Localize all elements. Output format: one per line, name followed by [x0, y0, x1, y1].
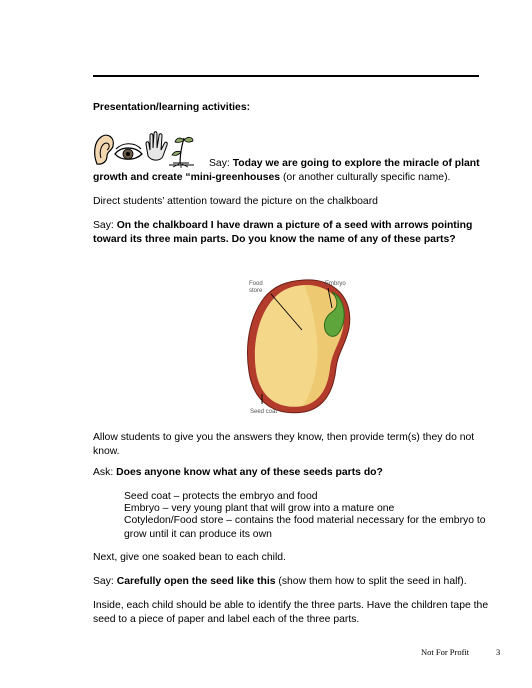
ask-label: Ask:: [93, 467, 117, 478]
chalkboard-paragraph: [93, 219, 493, 247]
definition-item: Embryo – very young plant that will grow into a mature one: [124, 503, 395, 514]
carefully-bold-text: Carefully open the seed like this: [116, 576, 276, 587]
footer-label: Not For Profit: [421, 647, 470, 657]
carefully-paragraph: [93, 575, 493, 589]
food-store-label: store: [249, 288, 263, 294]
intro-normal-text: (or another culturally specific name).: [280, 172, 451, 183]
carefully-normal-text: (show them how to split the seed in half).: [275, 576, 467, 587]
hand-icon: [146, 132, 167, 160]
section-heading: Presentation/learning activities:: [93, 102, 251, 113]
definition-item: Seed coat – protects the embryo and food: [124, 491, 318, 502]
seed-diagram: [246, 276, 356, 416]
page-number: 3: [496, 647, 501, 657]
definition-item: Cotyledon/Food store – contains the food material necessary for the embryo to grow until it can produce its own: [124, 515, 486, 540]
say-label: Say:: [93, 576, 117, 587]
allow-paragraph: Allow students to give you the answers they know, then provide term(s) they do not know.: [93, 432, 475, 457]
inside-paragraph: Inside, each child should be able to identify the three parts. Have the children tape the seed to a piece of paper and label each of the three parts.: [93, 600, 489, 625]
header-rule: [93, 75, 479, 77]
chalkboard-bold-text: On the chalkboard I have drawn a picture of a seed with arrows pointing toward its three main parts. Do you know the name of any of these parts?: [93, 220, 473, 245]
seed-coat-label: Seed coat: [250, 409, 278, 415]
food-store-label: Food: [249, 281, 263, 287]
embryo-label: Embryo: [325, 281, 346, 287]
say-label: Say:: [209, 158, 233, 169]
ask-paragraph: [93, 466, 493, 480]
say-label: Say:: [93, 220, 117, 231]
next-paragraph: Next, give one soaked bean to each child.: [93, 552, 286, 563]
intro-paragraph: [93, 157, 493, 185]
direct-paragraph: Direct students’ attention toward the picture on the chalkboard: [93, 196, 378, 207]
ask-bold-text: Does anyone know what any of these seeds parts do?: [116, 467, 383, 478]
intro-bold-text: Today we are going to explore the miracle of plant growth and create “mini-greenhouses: [93, 158, 480, 183]
